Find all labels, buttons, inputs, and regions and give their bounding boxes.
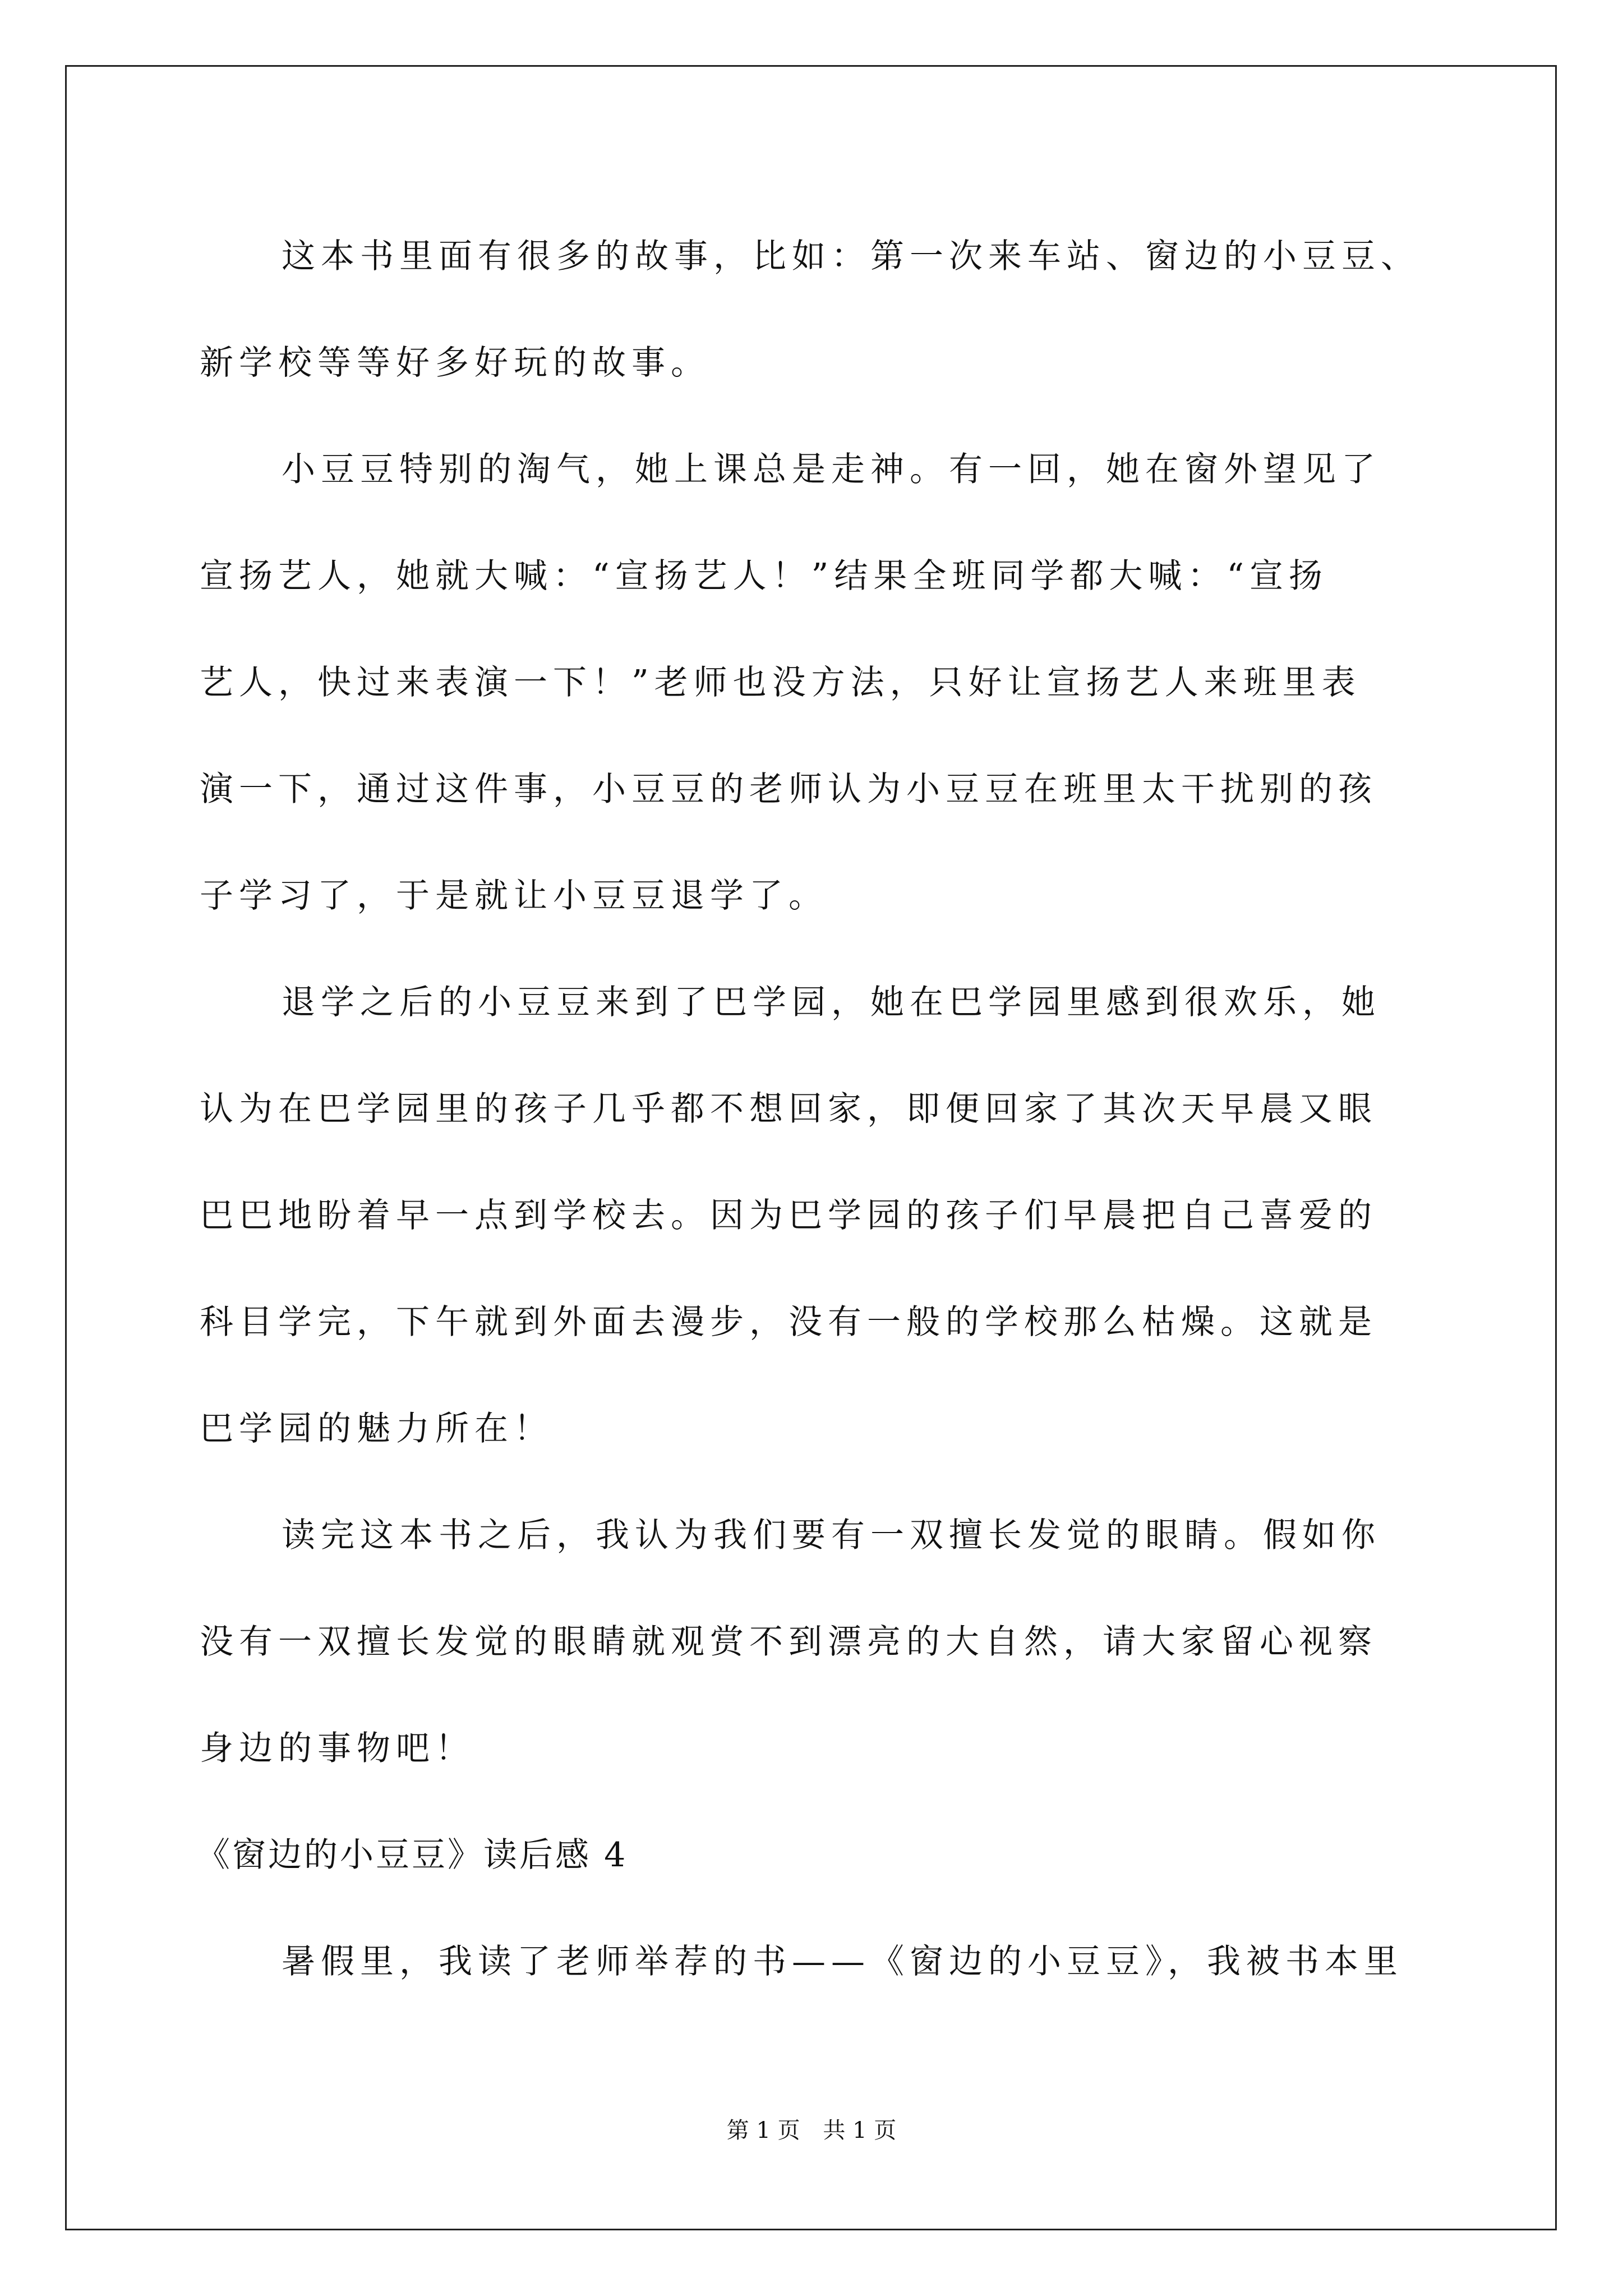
paragraph-line: 认为在巴学园里的孩子几乎都不想回家，即便回家了其次天早晨又眼: [200, 1089, 1377, 1129]
paragraph-line: 读完这本书之后，我认为我们要有一双擅长发觉的眼睛。假如你: [282, 1516, 1381, 1555]
paragraph-line: 退学之后的小豆豆来到了巴学园，她在巴学园里感到很欢乐，她: [282, 983, 1381, 1022]
page-total: 共 1 页: [823, 2118, 897, 2143]
paragraph-line: 没有一双擅长发觉的眼睛就观赏不到漂亮的大自然，请大家留心视察: [200, 1622, 1377, 1662]
paragraph-line: 宣扬艺人，她就大喊：“宣扬艺人！”结果全班同学都大喊：“宣扬: [200, 556, 1329, 596]
paragraph-line: 这本书里面有很多的故事，比如：第一次来车站、窗边的小豆豆、: [282, 237, 1420, 276]
paragraph-line: 巴巴地盼着早一点到学校去。因为巴学园的孩子们早晨把自己喜爱的: [200, 1196, 1377, 1235]
paragraph-line: 身边的事物吧！: [200, 1729, 474, 1768]
paragraph-line: 科目学完，下午就到外面去漫步，没有一般的学校那么枯燥。这就是: [200, 1303, 1377, 1342]
paragraph-line: 新学校等等好多好玩的故事。: [200, 343, 710, 383]
section-heading: 《窗边的小豆豆》读后感 4: [196, 1835, 628, 1875]
paragraph-line: 小豆豆特别的淘气，她上课总是走神。有一回，她在窗外望见了: [282, 450, 1381, 489]
document-body: [196, 203, 1433, 2015]
paragraph-line: 巴学园的魅力所在！: [200, 1409, 553, 1448]
paragraph-line: 演一下，通过这件事，小豆豆的老师认为小豆豆在班里太干扰别的孩: [200, 770, 1377, 809]
paragraph-line: 艺人，快过来表演一下！”老师也没方法，只好让宣扬艺人来班里表: [200, 663, 1361, 702]
paragraph-line: 暑假里，我读了老师举荐的书——《窗边的小豆豆》，我被书本里: [282, 1942, 1403, 1981]
page-footer: [0, 2114, 1623, 2147]
paragraph-line: 子学习了，于是就让小豆豆退学了。: [200, 876, 828, 915]
page-number: 第 1 页: [726, 2118, 800, 2143]
